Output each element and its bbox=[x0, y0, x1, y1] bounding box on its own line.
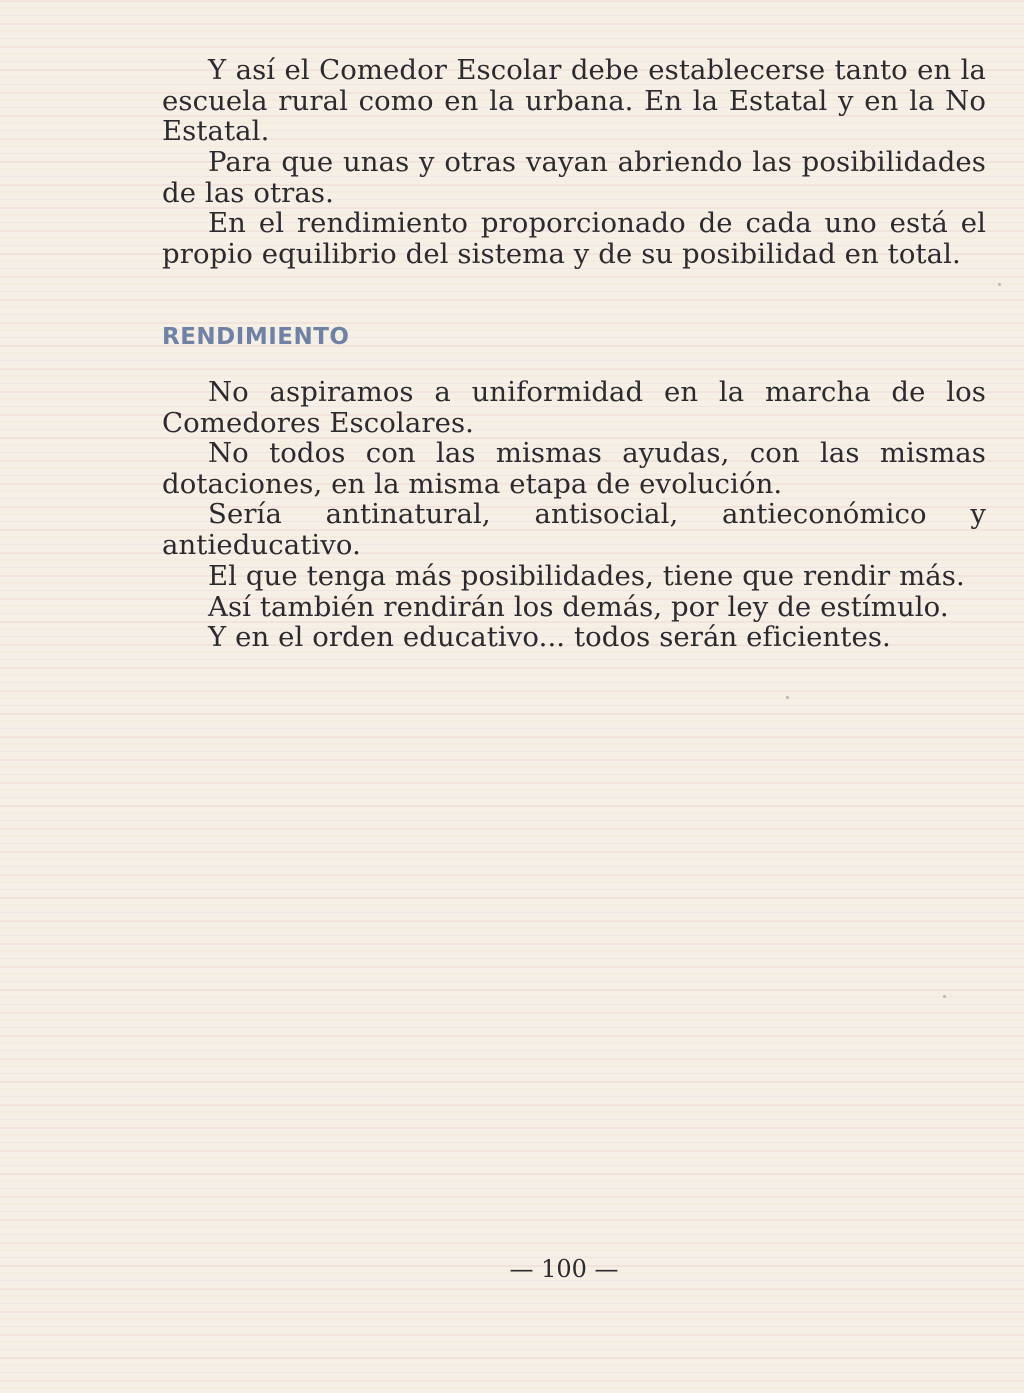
section-heading-rendimiento: RENDIMIENTO bbox=[162, 324, 350, 350]
paper-speck bbox=[998, 283, 1001, 286]
paragraph-antinatural: Sería antinatural, antisocial, antieconómico y antieducativo. bbox=[162, 498, 986, 561]
paragraph-estimulo: Así también rendirán los demás, por ley de estímulo. bbox=[208, 591, 949, 623]
paragraph-uniformidad: No aspiramos a uniformidad en la marcha de los Comedores Escolares. bbox=[162, 376, 986, 439]
paper-speck bbox=[786, 696, 789, 699]
paper-speck bbox=[943, 995, 946, 998]
paragraph-ayudas: No todos con las mismas ayudas, con las mismas dotaciones, en la misma etapa de evolución. bbox=[162, 437, 986, 500]
paragraph-posibilidades: Para que unas y otras vayan abriendo las posibilidades de las otras. bbox=[162, 146, 986, 209]
paragraph-comedor-escolar: Y así el Comedor Escolar debe establecerse tanto en la escuela rural como en la urbana. En la Estatal y en la No Estatal. bbox=[162, 54, 986, 147]
paragraph-rendir-mas: El que tenga más posibilidades, tiene que rendir más. bbox=[208, 560, 965, 592]
paragraph-equilibrio: En el rendimiento proporcionado de cada uno está el propio equilibrio del sistema y de su posibilidad en total. bbox=[162, 207, 986, 270]
page-number: — 100 — bbox=[509, 1255, 619, 1283]
paragraph-eficientes: Y en el orden educativo... todos serán eficientes. bbox=[208, 621, 891, 653]
